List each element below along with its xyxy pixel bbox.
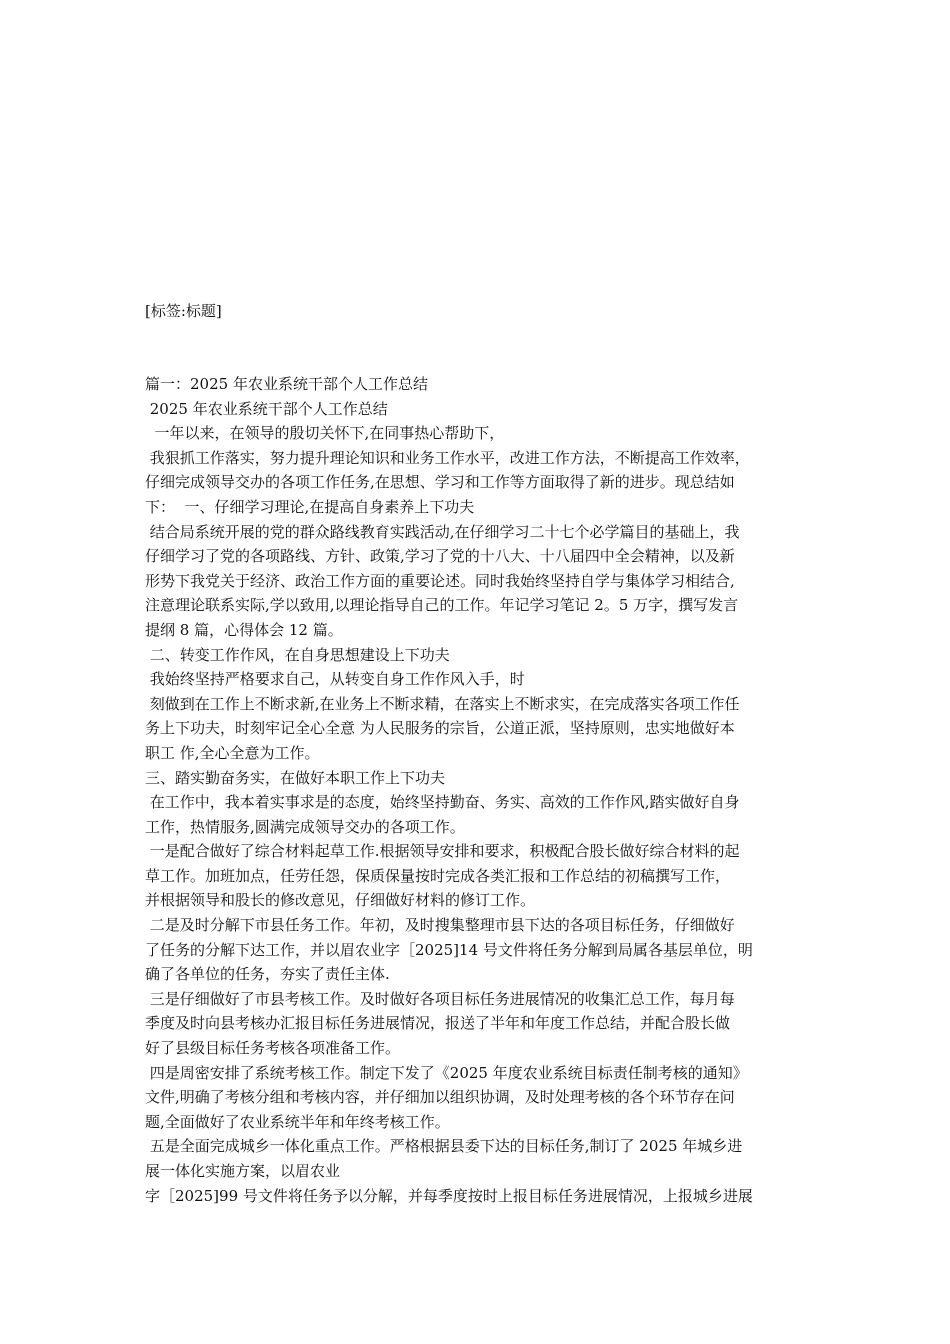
text-line: 确了各单位的任务，夯实了责任主体. [145, 965, 390, 984]
text-line: 草工作。加班加点，任劳任怨，保质保量按时完成各类汇报和工作总结的初稿撰写工作， [145, 866, 731, 885]
text-line: 提纲 8 篇，心得体会 12 篇。 [145, 620, 343, 639]
text-line: 四是周密安排了系统考核工作。制定下发了《2025 年度农业系统目标责任制考核的通知》 [145, 1063, 748, 1082]
text-line: 刻做到在工作上不断求新,在业务上不断求精，在落实上不断求实，在完成落实各项工作任 [145, 694, 740, 713]
text-line: 二是及时分解下市县任务工作。年初，及时搜集整理市县下达的各项目标任务，仔细做好 [145, 916, 735, 935]
text-line: 务上下功夫，时刻牢记全心全意 为人民服务的宗旨，公道正派，坚持原则，忠实地做好本 [145, 719, 735, 738]
text-line: 文件,明确了考核分组和考核内容，并仔细加以组织协调，及时处理考核的各个环节存在问 [145, 1088, 735, 1107]
text-line: 结合局系统开展的党的群众路线教育实践活动,在仔细学习二十七个必学篇目的基础上，我 [145, 522, 740, 541]
text-line: 2025 年农业系统干部个人工作总结 [145, 399, 388, 418]
text-line: 五是全面完成城乡一体化重点工作。严格根据县委下达的目标任务,制订了 2025 年城乡进 [145, 1137, 743, 1156]
text-line: 了任务的分解下达工作，并以眉农业字［2025]14 号文件将任务分解到局属各基层单位，明 [145, 940, 753, 959]
document-body [145, 372, 815, 1208]
text-line: 三是仔细做好了市县考核工作。及时做好各项目标任务进展情况的收集汇总工作，每月每 [145, 989, 735, 1008]
text-line: 季度及时向县考核办汇报目标任务进展情况，报送了半年和年度工作总结，并配合股长做 [145, 1014, 731, 1033]
text-line: 并根据领导和股长的修改意见，仔细做好材料的修订工作。 [145, 891, 536, 910]
text-line: 篇一：2025 年农业系统干部个人工作总结 [145, 375, 428, 393]
text-line: 职工 作,全心全意为工作。 [145, 743, 320, 762]
text-line: 在工作中，我本着实事求是的态度，始终坚持勤奋、务实、高效的工作作风,踏实做好自身 [145, 793, 740, 812]
text-line: 三、踏实勤奋务实，在做好本职工作上下功夫 [145, 768, 446, 787]
text-line: 题,全面做好了农业系统半年和年终考核工作。 [145, 1112, 450, 1131]
text-line: 工作，热情服务,圆满完成领导交办的各项工作。 [145, 817, 465, 836]
text-line: 一年以来，在领导的殷切关怀下,在同事热心帮助下， [145, 424, 505, 443]
text-line: 一是配合做好了综合材料起草工作.根据领导安排和要求，积极配合股长做好综合材料的起 [145, 842, 740, 861]
text-line: 形势下我党关于经济、政治工作方面的重要论述。同时我始终坚持自学与集体学习相结合, [145, 571, 735, 590]
text-line: 我始终坚持严格要求自己，从转变自身工作作风入手，时 [145, 670, 525, 689]
tag-line: [标签:标题] [145, 302, 222, 320]
text-line: 我狠抓工作落实，努力提升理论知识和业务工作水平，改进工作方法，不断提高工作效率， [145, 448, 750, 467]
text-line: 展一体化实施方案，以眉农业 [145, 1162, 341, 1180]
text-line: 二、转变工作作风，在自身思想建设上下功夫 [145, 645, 450, 664]
text-line: 仔细学习了党的各项路线、方针、政策,学习了党的十八大、十八届四中全会精神，以及新 [145, 547, 735, 566]
text-line: 下： 一、仔细学习理论,在提高自身素养上下功夫 [145, 497, 475, 516]
text-line: 好了县级目标任务考核各项准备工作。 [145, 1039, 401, 1058]
text-line: 注意理论联系实际,学以致用,以理论指导自己的工作。年记学习笔记 2。5 万字，撰写发言 [145, 596, 739, 615]
text-line: 字［2025]99 号文件将任务予以分解，并每季度按时上报目标任务进展情况，上报城乡进展 [145, 1186, 753, 1205]
text-line: 仔细完成领导交办的各项工作任务,在思想、学习和工作等方面取得了新的进步。现总结如 [145, 473, 735, 492]
